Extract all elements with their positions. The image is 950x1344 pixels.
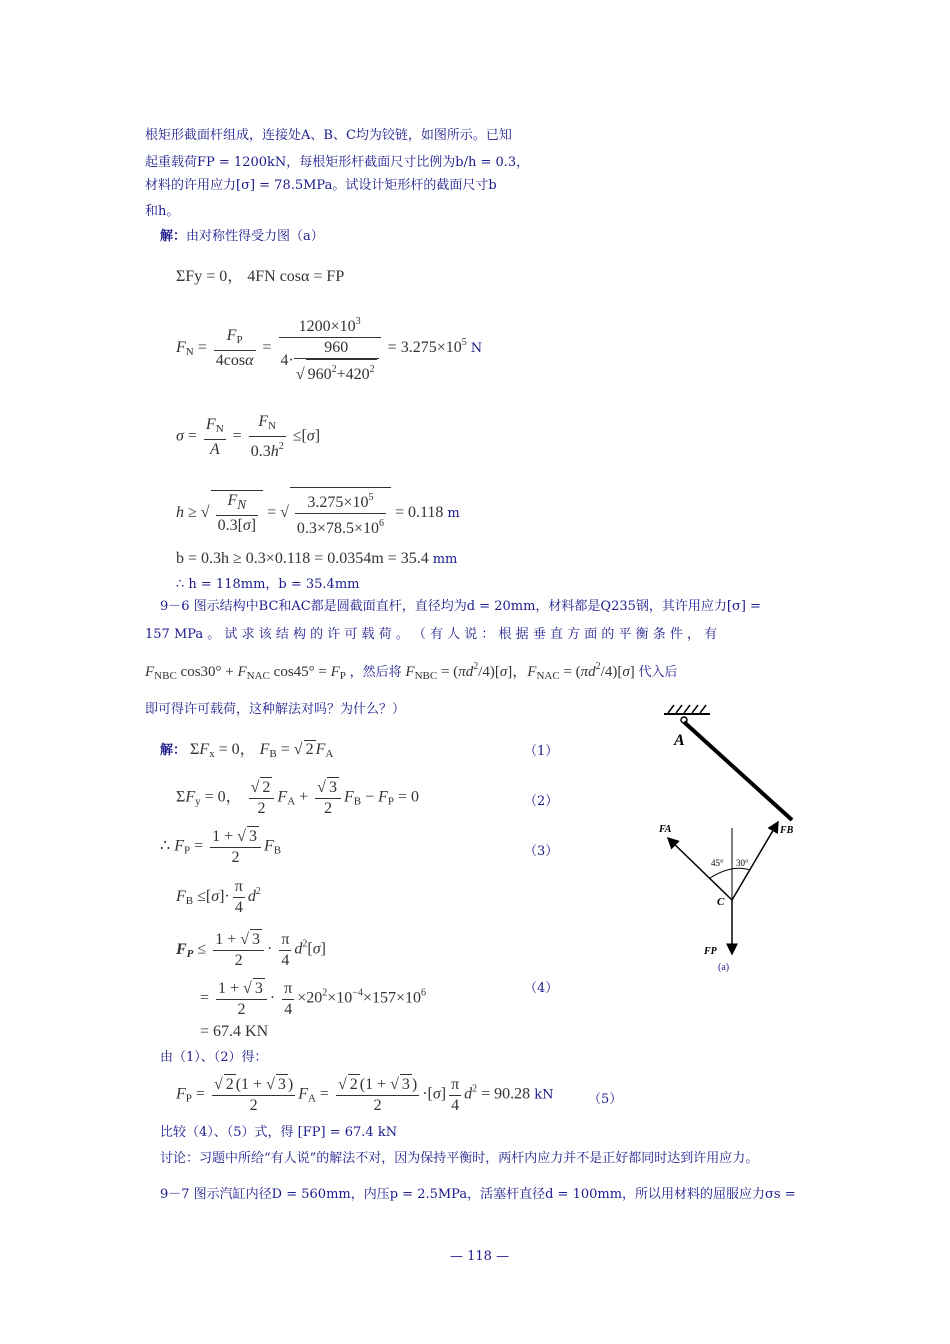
therefore-symbol: ∴ <box>160 837 171 855</box>
p96-eq-fb: $F_B \le[\sigma]\cdot$ $\frac{\pi}{4}$ $d^2$ <box>176 878 261 916</box>
p96-from-label: 由（1）、（2）得： <box>160 1050 268 1065</box>
p96-eq1: 解： $\Sigma F_x = 0$， $F_B$ = √ 2 $F_A$ <box>160 741 334 760</box>
solution-text: 由对称性得受力图（a） <box>186 229 324 244</box>
label-point-a: A <box>674 732 685 749</box>
p97-line1: 9－7 图示汽缸内径D = 560mm，内压p = 2.5MPa，活塞杆直径d = 100mm，所以用材料的屈服应力σs = <box>160 1187 796 1202</box>
eq-label-3: （3） <box>524 844 559 859</box>
p95-line2: 起重载荷FP = 1200kN，每根矩形杆截面尺寸比例为b/h = 0.3， <box>145 155 530 170</box>
label-fp: FP <box>704 946 717 957</box>
p96-eq-fp: $F_P$ ≤ $\frac{1 + √ 3}{2}$ · $\frac{\pi}{4}$ $d^2[\sigma]$ <box>176 930 326 969</box>
eq5-result: = 90.28 <box>481 1085 531 1103</box>
p96-line1: 9－6 图示结构中BC和AC都是圆截面直杆，直径均为d = 20mm，材料都是Q235钢，其许用应力[σ] = <box>160 599 761 614</box>
p96-line3: $F_{NBC}$ $\cos 30^\circ + F_{NAC}$ $\cos 45^\circ = F_P$ ，然后将 $F_{NBC} = (\pi d^2/4)[\sigma]$，$F_{NAC} = (\pi d^2/4)[\sigma]$ 代入后 <box>145 661 678 682</box>
force-diagram <box>640 698 810 978</box>
p95-eq3: σ = $\frac{F_N}{A}$ = $\frac{F_N}{0.3h^2}$ ≤[σ] <box>176 413 321 460</box>
p95-line1: 根矩形截面杆组成，连接处A、B、C均为铰链，如图所示。已知 <box>145 128 512 143</box>
p95-eq1: ΣFy = 0， 4FN cosα = FP <box>176 268 345 285</box>
p96-eq5: $F_P$ = $\frac{√ 2 (1 + √ 3 )}{2}$ $F_A$ = $\frac{√ 2 (1 + √ 3 )}{2}$ ·[σ] $\frac{\pi}{4}$ $d^2 = 90.28$ kN <box>176 1075 554 1114</box>
eq2-result: = 3.275×10 <box>387 339 462 357</box>
angle-arc <box>710 868 750 878</box>
hinge-support-icon <box>664 705 710 723</box>
p95-eq5 <box>176 550 457 568</box>
eq4-unit: m <box>447 506 460 522</box>
label-point-c: C <box>717 896 725 908</box>
eq-label-5: （5） <box>588 1092 623 1107</box>
p96-line4: 即可得许可载荷，这种解法对吗？为什么？） <box>145 702 406 717</box>
solution-label: 解： <box>160 229 187 244</box>
label-angle-45: 45° <box>711 858 724 868</box>
p96-compare: 比较（4）、（5）式，得 [FP] = 67.4 kN <box>160 1125 398 1140</box>
label-angle-30: 30° <box>736 858 749 868</box>
p96-eq3: ∴ $F_P$ = $\frac{1 + √ 3}{2}$ $F_B$ <box>160 828 282 866</box>
figure-caption: (a) <box>718 962 730 973</box>
bar-ab <box>684 722 792 820</box>
p96-eq-fp3: = 67.4 KN <box>200 1023 269 1040</box>
eq5-kn: kN <box>534 1087 554 1103</box>
p96-line3-mid: ，然后将 <box>349 665 402 680</box>
label-fa: FA <box>659 824 672 835</box>
eq-label-4: （4） <box>524 981 559 996</box>
p95-eq2: $F_N$ = $\frac{F_P}{4\cos\alpha}$ = $1200\times 10^3$ 4· $\frac{960}{√ 960^2+420^2}$ = $3.275\times 10^5$ N <box>176 312 482 385</box>
p95-solution <box>160 229 324 245</box>
p95-conclusion: ∴ h = 118mm，b = 35.4mm <box>176 577 360 592</box>
page-number: — 118 — <box>450 1249 510 1264</box>
eq2-unit: N <box>470 341 483 357</box>
p96-line2: 157 MPa 。 试 求 该 结 构 的 许 可 载 荷 。 （ 有 人 说 ： 根 据 垂 直 方 面 的 平 衡 条 件 ， 有 <box>145 627 718 642</box>
p96-eq2: $\Sigma F_y = 0$， $\frac{√ 2}{2}$ $F_A$ + $\frac{√ 3}{2}$ $F_B - F_P = 0$ <box>176 779 420 817</box>
eq5-unit: mm <box>432 552 458 567</box>
p96-line3-end: 代入后 <box>638 665 678 680</box>
eq-label-2: （2） <box>524 794 559 809</box>
arrow-fa <box>668 838 732 900</box>
p95-eq4: h ≥ √ $\frac{F_N}{0.3[\sigma]}$ = √ $\frac{3.275\times 10^5}{0.3\times 78.5\times 10^6}$ = 0.118 m <box>176 487 460 539</box>
p96-solution-label: 解： <box>160 743 187 758</box>
p95-line3: 材料的许用应力[σ] = 78.5MPa。试设计矩形杆的截面尺寸b <box>145 178 497 193</box>
eq-label-1: （1） <box>524 744 559 759</box>
eq5-text: b = 0.3h ≥ 0.3×0.118 = 0.0354m = 35.4 <box>176 550 429 567</box>
label-fb: FB <box>780 825 794 836</box>
p96-eq-fp2: = $\frac{1 + √ 3}{2}$ · $\frac{\pi}{4}$ $\times 20^2\times 10^{-4}\times 157\times 10^6$ <box>200 979 426 1018</box>
p96-discussion: 讨论：习题中所给“有人说”的解法不对，因为保持平衡时，两杆内应力并不是正好都同时达到许用应力。 <box>160 1151 759 1166</box>
eq4-result: = 0.118 <box>394 504 444 522</box>
p95-line4: 和h。 <box>145 204 180 219</box>
